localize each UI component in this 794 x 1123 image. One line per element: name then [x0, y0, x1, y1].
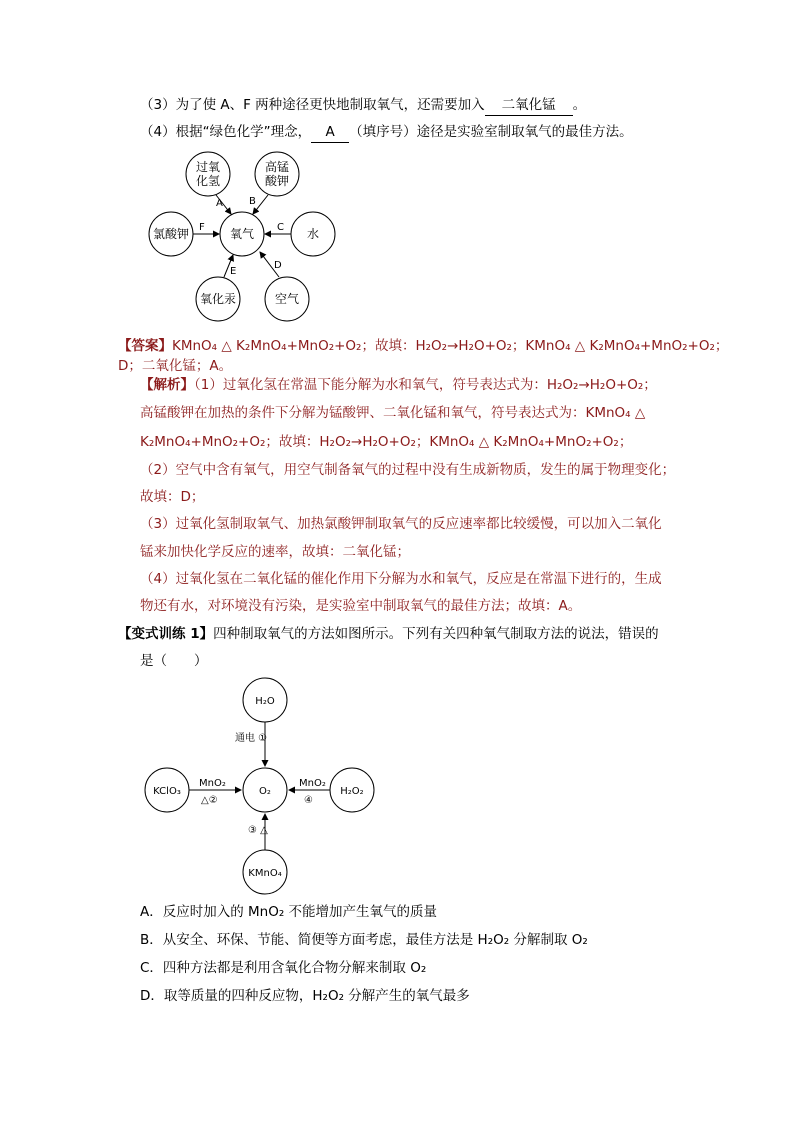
oxygen-routes-diagram — [140, 148, 350, 328]
h2o-label: H₂O — [255, 696, 275, 707]
option-b[interactable]: B．从安全、环保、节能、简便等方面考虑，最佳方法是 H₂O₂ 分解制取 O₂ — [140, 932, 588, 948]
kmno4-label-2: 酸钾 — [264, 174, 290, 188]
o2-label: O₂ — [259, 786, 271, 797]
label-1: 通电 ① — [235, 733, 268, 744]
kclo3-label: 氯酸钾 — [152, 227, 190, 241]
question-4 — [140, 122, 633, 143]
variant-line-1 — [118, 624, 659, 644]
variant-line-2: 是（ ） — [140, 653, 208, 669]
q4-suffix: （填序号）途径是实验室制取氧气的最佳方法。 — [349, 124, 633, 140]
variant-tag: 【变式训练 1】 — [118, 626, 214, 642]
label-2a: MnO₂ — [199, 778, 226, 789]
analysis-line-7: 锰来加快化学反应的速率，故填：二氧化锰； — [140, 544, 410, 560]
option-c[interactable]: C．四种方法都是利用含氧化合物分解来制取 O₂ — [140, 960, 427, 976]
h2o2-label-1: 过氧 — [195, 160, 221, 174]
q3-suffix: 。 — [572, 97, 587, 113]
q4-text: （4）根据“绿色化学”理念， — [140, 124, 312, 140]
h2o2-label-2b: H₂O₂ — [340, 786, 364, 797]
label-d: D — [274, 260, 282, 271]
analysis-line-8: （4）过氧化氢在二氧化锰的催化作用下分解为水和氧气，反应是在常温下进行的，生成 — [140, 571, 662, 587]
label-4b: ④ — [304, 795, 313, 806]
four-methods-diagram — [140, 675, 380, 895]
analysis-line-1 — [140, 375, 657, 395]
analysis-line-5: 故填：D； — [140, 489, 205, 505]
label-a: A — [216, 198, 223, 209]
kmno4-label-2b: KMnO₄ — [248, 868, 282, 879]
analysis-text-1: （1）过氧化氢在常温下能分解为水和氧气，符号表达式为：H₂O₂→H₂O+O₂； — [194, 377, 657, 393]
hgo-label: 氧化汞 — [199, 292, 237, 306]
answer-line-1 — [118, 336, 728, 356]
option-a[interactable]: A．反应时加入的 MnO₂ 不能增加产生氧气的质量 — [140, 904, 438, 920]
kmno4-label-1: 高锰 — [264, 160, 290, 174]
answer-tag: 【答案】 — [118, 338, 172, 354]
q3-answer: 二氧化锰 — [485, 95, 573, 116]
variant-text-1: 四种制取氧气的方法如图所示。下列有关四种氧气制取方法的说法，错误的 — [213, 626, 659, 642]
center-label: 氧气 — [229, 227, 255, 241]
analysis-line-2: 高锰酸钾在加热的条件下分解为锰酸钾、二氧化锰和氧气，符号表达式为：KMnO₄ △ — [140, 405, 646, 421]
answer-text-1: KMnO₄ △ K₂MnO₄+MnO₂+O₂；故填：H₂O₂→H₂O+O₂；KMnO₄ △ K₂MnO₄+MnO₂+O₂； — [172, 338, 729, 354]
analysis-line-3: K₂MnO₄+MnO₂+O₂；故填：H₂O₂→H₂O+O₂；KMnO₄ △ K₂MnO₄+MnO₂+O₂； — [140, 434, 633, 450]
q3-text: （3）为了使 A、F 两种途径更快地制取氧气，还需要加入 — [140, 97, 485, 113]
label-2b: △② — [201, 795, 218, 806]
kclo3-label-2: KClO₃ — [153, 786, 181, 797]
label-3: ③ △ — [248, 825, 268, 836]
label-f: F — [199, 222, 205, 233]
question-3 — [140, 95, 586, 116]
q4-answer: A — [311, 122, 349, 143]
analysis-line-9: 物还有水，对环境没有污染，是实验室中制取氧气的最佳方法；故填：A。 — [140, 598, 582, 614]
air-label: 空气 — [274, 292, 300, 306]
analysis-tag: 【解析】 — [140, 377, 194, 393]
option-d[interactable]: D．取等质量的四种反应物，H₂O₂ 分解产生的氧气最多 — [140, 988, 470, 1004]
label-b: B — [249, 196, 256, 207]
answer-line-2: D；二氧化锰；A。 — [118, 358, 233, 374]
h2o2-label-2: 化氢 — [195, 174, 221, 188]
water-label: 水 — [306, 227, 320, 241]
label-4a: MnO₂ — [299, 778, 326, 789]
label-c: C — [277, 222, 284, 233]
analysis-line-4: （2）空气中含有氧气，用空气制备氧气的过程中没有生成新物质，发生的属于物理变化； — [140, 462, 676, 478]
analysis-line-6: （3）过氧化氢制取氧气、加热氯酸钾制取氧气的反应速率都比较缓慢，可以加入二氧化 — [140, 516, 662, 532]
label-e: E — [230, 266, 237, 277]
